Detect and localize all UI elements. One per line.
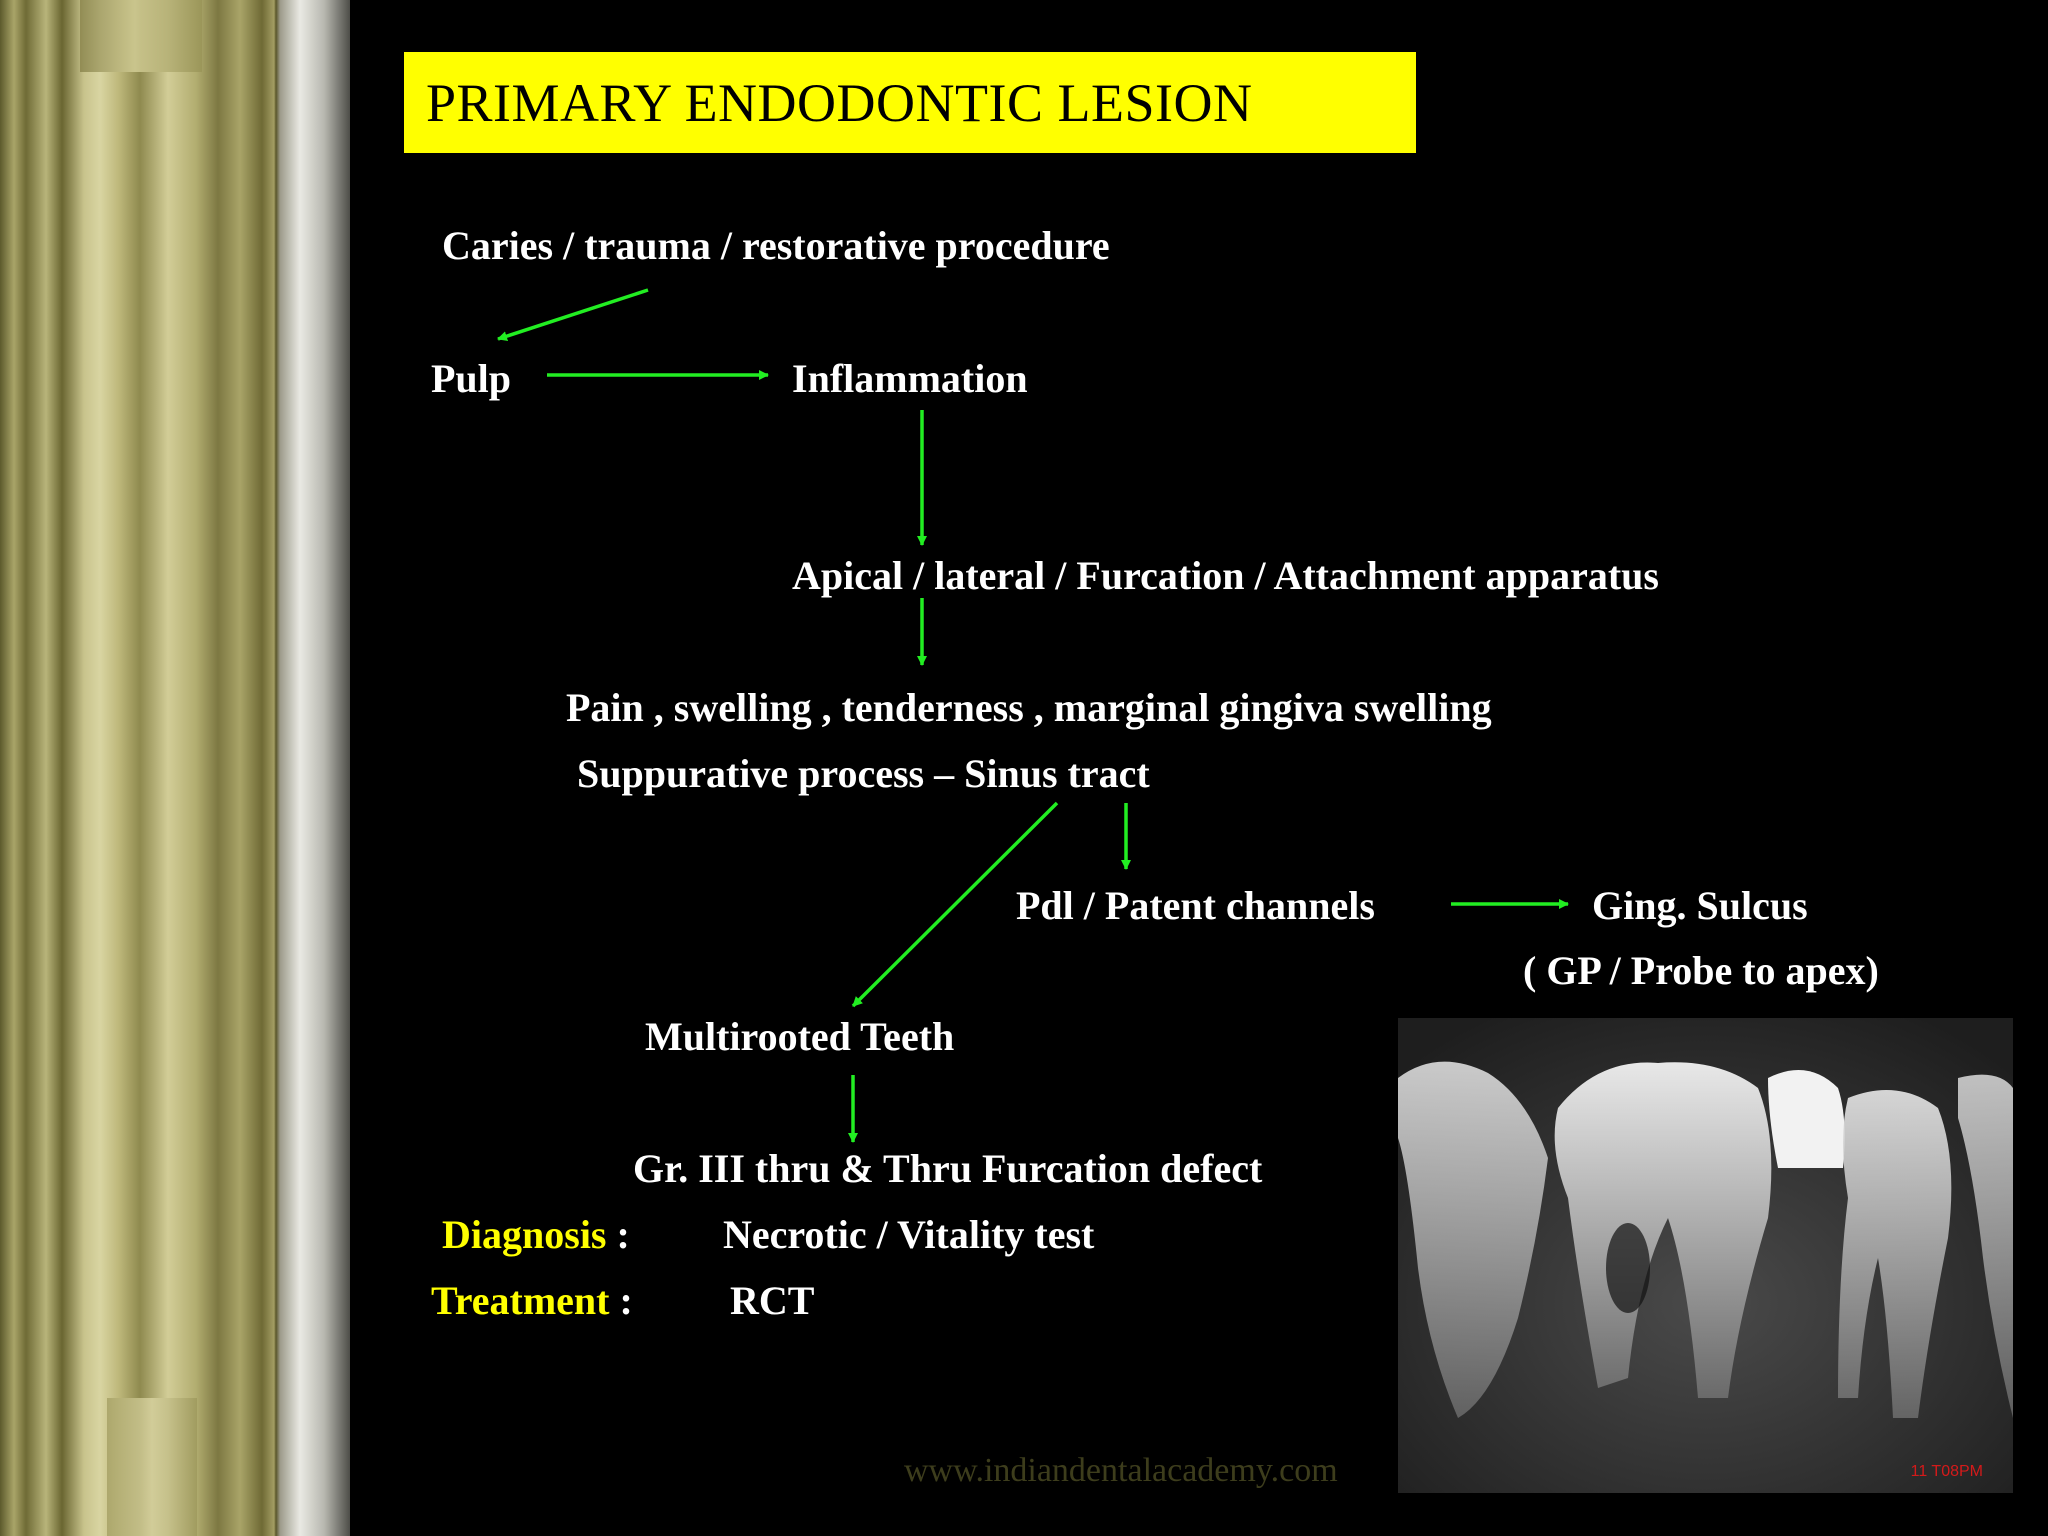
title-banner — [404, 52, 1416, 153]
treatment-colon: : — [619, 1278, 633, 1323]
node-causes: Caries / trauma / restorative procedure — [442, 223, 1110, 268]
node-pdl-patent-channels: Pdl / Patent channels — [1016, 883, 1375, 928]
radiograph-timestamp-label: 11 T08PM — [1910, 1463, 1983, 1480]
diagnosis-row — [442, 1212, 630, 1257]
node-gp-probe: ( GP / Probe to apex) — [1523, 948, 1879, 993]
slide-title: PRIMARY ENDODONTIC LESION — [426, 72, 1253, 133]
node-furcation-defect: Gr. III thru & Thru Furcation defect — [633, 1146, 1263, 1191]
arrow-causes-to-pulp — [498, 290, 648, 339]
website-watermark: www.indiandentalacademy.com — [904, 1452, 1338, 1489]
left-decorative-border — [0, 0, 350, 1536]
node-suppurative: Suppurative process – Sinus tract — [577, 751, 1150, 796]
treatment-label: Treatment — [431, 1278, 610, 1323]
decorative-square-bottom — [107, 1398, 197, 1536]
node-pulp: Pulp — [431, 356, 512, 401]
node-sites: Apical / lateral / Furcation / Attachment apparatus — [792, 553, 1659, 598]
node-inflammation: Inflammation — [792, 356, 1028, 401]
dental-radiograph-image — [1398, 1018, 2013, 1493]
node-symptoms: Pain , swelling , tenderness , marginal gingiva swelling — [566, 685, 1492, 730]
treatment-row — [431, 1278, 633, 1323]
treatment-value: RCT — [730, 1278, 815, 1323]
decorative-square-top — [80, 0, 202, 72]
diagnosis-value: Necrotic / Vitality test — [723, 1212, 1095, 1257]
diagnosis-label: Diagnosis — [442, 1212, 607, 1257]
node-multirooted-teeth: Multirooted Teeth — [645, 1014, 955, 1059]
diagnosis-colon: : — [616, 1212, 630, 1257]
node-gingival-sulcus: Ging. Sulcus — [1592, 883, 1808, 928]
